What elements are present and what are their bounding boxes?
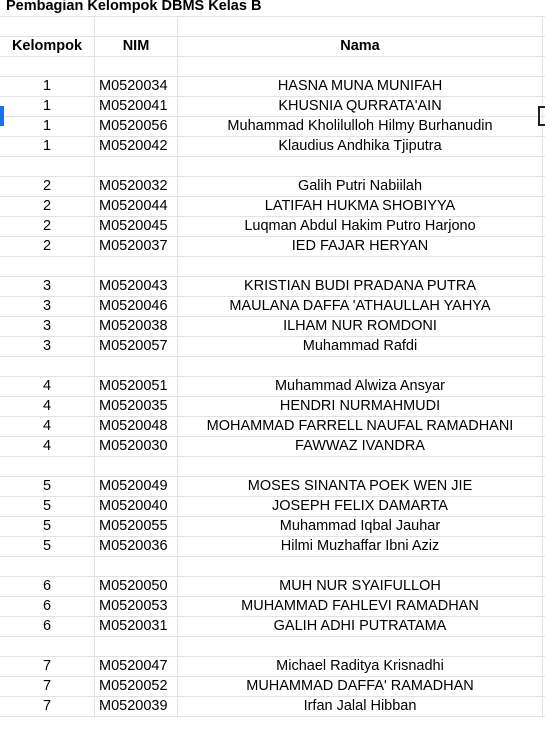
nama-cell[interactable]: Muhammad Iqbal Jauhar — [178, 517, 543, 536]
nim-cell[interactable]: M0520044 — [95, 197, 178, 216]
nama-cell[interactable]: LATIFAH HUKMA SHOBIYYA — [178, 197, 543, 216]
empty-cell[interactable] — [95, 457, 178, 476]
group-separator-row — [0, 57, 545, 77]
kelompok-cell[interactable]: 1 — [0, 77, 95, 96]
nama-cell[interactable]: Muhammad Alwiza Ansyar — [178, 377, 543, 396]
nim-cell[interactable]: M0520041 — [95, 97, 178, 116]
table-row — [0, 497, 545, 517]
kelompok-cell[interactable]: 4 — [0, 437, 95, 456]
nama-cell[interactable]: Muhammad Rafdi — [178, 337, 543, 356]
empty-cell[interactable] — [95, 557, 178, 576]
empty-cell[interactable] — [95, 357, 178, 376]
table-row — [0, 177, 545, 197]
table-row — [0, 697, 545, 717]
table-row — [0, 237, 545, 257]
nim-cell[interactable]: M0520049 — [95, 477, 178, 496]
empty-cell[interactable] — [0, 257, 95, 276]
table-row — [0, 517, 545, 537]
empty-cell[interactable] — [95, 637, 178, 656]
group-separator-row — [0, 557, 545, 577]
kelompok-cell[interactable]: 6 — [0, 577, 95, 596]
empty-cell[interactable] — [0, 457, 95, 476]
kelompok-cell[interactable]: 5 — [0, 537, 95, 556]
nim-cell[interactable]: M0520039 — [95, 697, 178, 716]
nim-cell[interactable]: M0520038 — [95, 317, 178, 336]
empty-cell[interactable] — [178, 157, 543, 176]
nama-cell[interactable]: IED FAJAR HERYAN — [178, 237, 543, 256]
nama-cell[interactable]: MUHAMMAD FAHLEVI RAMADHAN — [178, 597, 543, 616]
nim-cell[interactable]: M0520055 — [95, 517, 178, 536]
group-separator-row — [0, 457, 545, 477]
empty-cell[interactable] — [0, 17, 95, 36]
nama-cell[interactable]: GALIH ADHI PUTRATAMA — [178, 617, 543, 636]
kelompok-cell[interactable]: 6 — [0, 597, 95, 616]
nim-cell[interactable]: M0520050 — [95, 577, 178, 596]
nim-cell[interactable]: M0520046 — [95, 297, 178, 316]
group-separator-row — [0, 637, 545, 657]
empty-cell[interactable] — [178, 57, 543, 76]
kelompok-cell[interactable]: 3 — [0, 337, 95, 356]
nim-cell[interactable]: M0520035 — [95, 397, 178, 416]
nama-cell[interactable]: ILHAM NUR ROMDONI — [178, 317, 543, 336]
empty-cell[interactable] — [95, 57, 178, 76]
nama-cell[interactable]: HENDRI NURMAHMUDI — [178, 397, 543, 416]
nama-cell[interactable]: Klaudius Andhika Tjiputra — [178, 137, 543, 156]
nim-cell[interactable]: M0520032 — [95, 177, 178, 196]
table-row — [0, 377, 545, 397]
title-row — [0, 0, 545, 17]
kelompok-cell[interactable]: 2 — [0, 237, 95, 256]
header-nim[interactable]: NIM — [95, 37, 178, 56]
nama-cell[interactable]: Michael Raditya Krisnadhi — [178, 657, 543, 676]
header-nama[interactable]: Nama — [178, 37, 543, 56]
kelompok-cell[interactable]: 4 — [0, 377, 95, 396]
nim-cell[interactable]: M0520043 — [95, 277, 178, 296]
kelompok-cell[interactable]: 4 — [0, 397, 95, 416]
nama-cell[interactable]: MOSES SINANTA POEK WEN JIE — [178, 477, 543, 496]
empty-cell[interactable] — [178, 257, 543, 276]
empty-cell[interactable] — [0, 57, 95, 76]
kelompok-cell[interactable]: 7 — [0, 677, 95, 696]
nama-cell[interactable]: JOSEPH FELIX DAMARTA — [178, 497, 543, 516]
nim-cell[interactable]: M0520056 — [95, 117, 178, 136]
nim-cell[interactable]: M0520042 — [95, 137, 178, 156]
nim-cell[interactable]: M0520036 — [95, 537, 178, 556]
kelompok-cell[interactable]: 1 — [0, 97, 95, 116]
group-separator-row — [0, 157, 545, 177]
empty-cell[interactable] — [178, 17, 543, 36]
empty-cell[interactable] — [0, 157, 95, 176]
table-row — [0, 477, 545, 497]
nama-cell[interactable]: Muhammad Kholilulloh Hilmy Burhanudin — [178, 117, 543, 136]
nim-cell[interactable]: M0520052 — [95, 677, 178, 696]
nim-cell[interactable]: M0520053 — [95, 597, 178, 616]
kelompok-cell[interactable]: 2 — [0, 197, 95, 216]
nama-cell[interactable]: FAWWAZ IVANDRA — [178, 437, 543, 456]
table-row — [0, 337, 545, 357]
nama-cell[interactable]: MUHAMMAD DAFFA' RAMADHAN — [178, 677, 543, 696]
nim-cell[interactable]: M0520030 — [95, 437, 178, 456]
empty-cell[interactable] — [178, 557, 543, 576]
nama-cell[interactable]: KRISTIAN BUDI PRADANA PUTRA — [178, 277, 543, 296]
header-row — [0, 37, 545, 57]
nama-cell[interactable]: MAULANA DAFFA 'ATHAULLAH YAHYA — [178, 297, 543, 316]
kelompok-cell[interactable]: 1 — [0, 117, 95, 136]
kelompok-cell[interactable]: 3 — [0, 317, 95, 336]
empty-cell[interactable] — [95, 257, 178, 276]
empty-cell[interactable] — [178, 637, 543, 656]
kelompok-cell[interactable]: 3 — [0, 277, 95, 296]
nim-cell[interactable]: M0520037 — [95, 237, 178, 256]
empty-cell[interactable] — [178, 457, 543, 476]
empty-cell[interactable] — [0, 557, 95, 576]
table-row — [0, 537, 545, 557]
table-row — [0, 137, 545, 157]
table-row — [0, 577, 545, 597]
nim-cell[interactable]: M0520051 — [95, 377, 178, 396]
nama-cell[interactable]: KHUSNIA QURRATA'AIN — [178, 97, 543, 116]
table-row — [0, 417, 545, 437]
table-row — [0, 317, 545, 337]
kelompok-cell[interactable]: 4 — [0, 417, 95, 436]
table-row — [0, 77, 545, 97]
kelompok-cell[interactable]: 5 — [0, 497, 95, 516]
empty-cell[interactable] — [0, 637, 95, 656]
sheet-title[interactable]: Pembagian Kelompok DBMS Kelas B — [6, 0, 545, 16]
kelompok-cell[interactable]: 5 — [0, 517, 95, 536]
nama-cell[interactable]: Galih Putri Nabiilah — [178, 177, 543, 196]
nama-cell[interactable]: MOHAMMAD FARRELL NAUFAL RAMADHANI — [178, 417, 543, 436]
table-row — [0, 97, 545, 117]
empty-cell[interactable] — [95, 157, 178, 176]
table-row — [0, 297, 545, 317]
nama-cell[interactable]: MUH NUR SYAIFULLOH — [178, 577, 543, 596]
kelompok-cell[interactable]: 5 — [0, 477, 95, 496]
empty-cell[interactable] — [0, 357, 95, 376]
empty-cell[interactable] — [178, 357, 543, 376]
table-row — [0, 217, 545, 237]
table-body — [0, 57, 545, 717]
table-row — [0, 277, 545, 297]
nim-cell[interactable]: M0520047 — [95, 657, 178, 676]
nim-cell[interactable]: M0520040 — [95, 497, 178, 516]
row-selection-indicator — [0, 106, 4, 126]
table-row — [0, 397, 545, 417]
kelompok-cell[interactable]: 1 — [0, 137, 95, 156]
table-row — [0, 657, 545, 677]
kelompok-cell[interactable]: 3 — [0, 297, 95, 316]
kelompok-cell[interactable]: 2 — [0, 217, 95, 236]
kelompok-cell[interactable]: 7 — [0, 657, 95, 676]
group-separator-row — [0, 357, 545, 377]
empty-cell[interactable] — [95, 17, 178, 36]
nama-cell[interactable]: Irfan Jalal Hibban — [178, 697, 543, 716]
nim-cell[interactable]: M0520048 — [95, 417, 178, 436]
nama-cell[interactable]: HASNA MUNA MUNIFAH — [178, 77, 543, 96]
table-row — [0, 617, 545, 637]
table-row — [0, 117, 545, 137]
nama-cell[interactable]: Hilmi Muzhaffar Ibni Aziz — [178, 537, 543, 556]
table-row — [0, 197, 545, 217]
nim-cell[interactable]: M0520045 — [95, 217, 178, 236]
nim-cell[interactable]: M0520031 — [95, 617, 178, 636]
active-cell-border — [538, 106, 545, 126]
group-separator-row — [0, 257, 545, 277]
header-kelompok[interactable]: Kelompok — [0, 37, 95, 56]
table-row — [0, 677, 545, 697]
empty-row — [0, 17, 545, 37]
kelompok-cell[interactable]: 6 — [0, 617, 95, 636]
nim-cell[interactable]: M0520034 — [95, 77, 178, 96]
kelompok-cell[interactable]: 2 — [0, 177, 95, 196]
kelompok-cell[interactable]: 7 — [0, 697, 95, 716]
nama-cell[interactable]: Luqman Abdul Hakim Putro Harjono — [178, 217, 543, 236]
table-row — [0, 597, 545, 617]
table-row — [0, 437, 545, 457]
nim-cell[interactable]: M0520057 — [95, 337, 178, 356]
